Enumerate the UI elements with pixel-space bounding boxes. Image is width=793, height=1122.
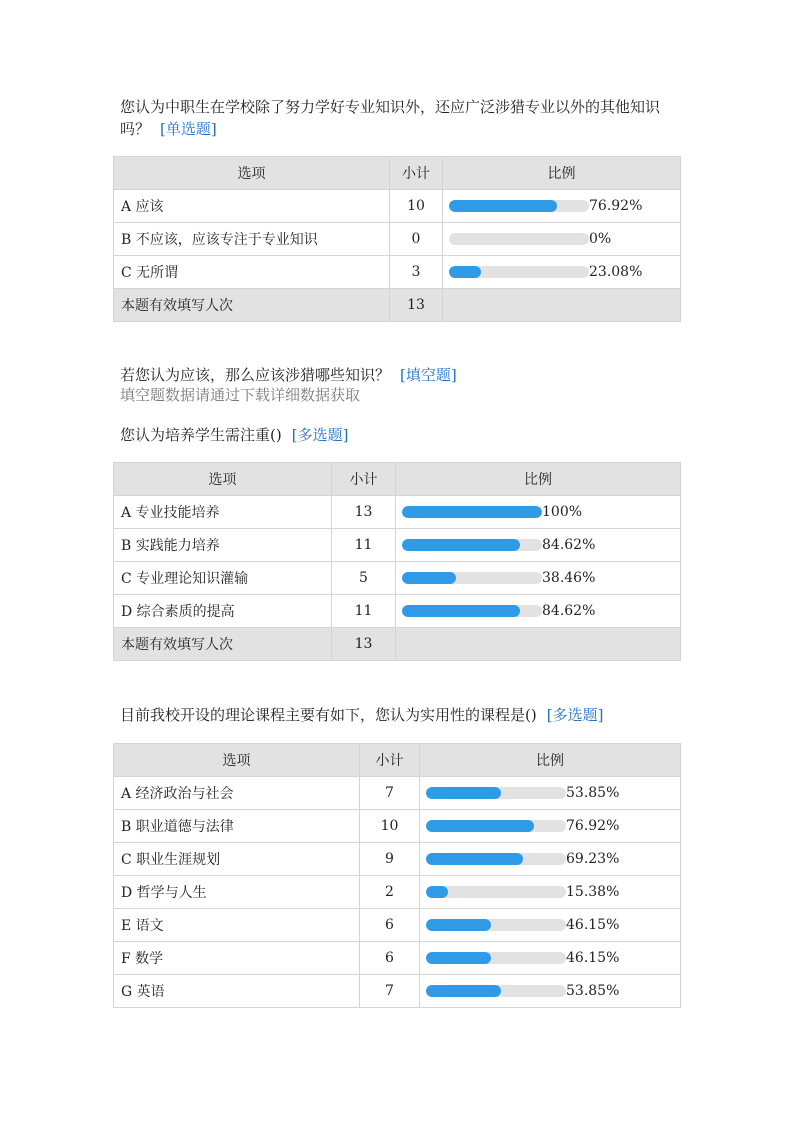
table-row (114, 975, 681, 1008)
percent-label: 0% (589, 231, 612, 247)
ratio-cell (420, 843, 681, 876)
total-row (114, 289, 681, 322)
progress-fill (426, 952, 491, 964)
header-option: 选项 (114, 463, 332, 496)
ratio-cell (443, 223, 681, 256)
option-label: A 专业技能培养 (114, 496, 332, 529)
progress-track (426, 952, 566, 964)
progress-fill (426, 853, 523, 865)
percent-label: 53.85% (566, 785, 620, 801)
percent-label: 69.23% (566, 851, 620, 867)
table-row (114, 876, 681, 909)
header-ratio: 比例 (420, 744, 681, 777)
percent-label: 76.92% (589, 198, 643, 214)
ratio-cell (396, 496, 681, 529)
table-header-row (114, 157, 681, 190)
ratio-bar (443, 231, 680, 247)
ratio-cell (420, 909, 681, 942)
ratio-cell (396, 529, 681, 562)
option-count: 7 (360, 975, 420, 1008)
ratio-bar (396, 537, 680, 553)
table-row (114, 909, 681, 942)
question-2-title (120, 364, 680, 386)
header-option: 选项 (114, 157, 390, 190)
question-2-type: [填空题] (400, 366, 457, 384)
table-row (114, 843, 681, 876)
percent-label: 84.62% (542, 537, 596, 553)
progress-track (426, 820, 566, 832)
progress-track (449, 200, 589, 212)
question-3-text: 您认为培养学生需注重() (120, 426, 282, 444)
option-count: 11 (332, 529, 396, 562)
table-row (114, 810, 681, 843)
option-label: E 语文 (114, 909, 360, 942)
progress-fill (426, 820, 534, 832)
ratio-cell (420, 777, 681, 810)
option-count: 5 (332, 562, 396, 595)
progress-fill (426, 985, 501, 997)
progress-fill (449, 200, 557, 212)
table-header-row (114, 744, 681, 777)
option-count: 6 (360, 909, 420, 942)
percent-label: 84.62% (542, 603, 596, 619)
total-label: 本题有效填写人次 (114, 289, 390, 322)
ratio-bar (420, 851, 680, 867)
question-3-title (120, 424, 680, 446)
header-ratio: 比例 (443, 157, 681, 190)
table-header-row (114, 463, 681, 496)
ratio-bar (396, 570, 680, 586)
progress-track (426, 919, 566, 931)
header-option: 选项 (114, 744, 360, 777)
progress-fill (449, 266, 481, 278)
option-count: 9 (360, 843, 420, 876)
ratio-cell (443, 256, 681, 289)
percent-label: 100% (542, 504, 583, 520)
option-count: 10 (360, 810, 420, 843)
ratio-bar (396, 603, 680, 619)
ratio-bar (420, 983, 680, 999)
percent-label: 46.15% (566, 917, 620, 933)
question-1-type: [单选题] (160, 120, 217, 138)
total-label: 本题有效填写人次 (114, 628, 332, 661)
ratio-bar (420, 917, 680, 933)
ratio-cell (420, 810, 681, 843)
total-count: 13 (332, 628, 396, 661)
progress-track (402, 605, 542, 617)
progress-track (426, 886, 566, 898)
option-label: C 无所谓 (114, 256, 390, 289)
question-1-title (120, 96, 680, 140)
progress-fill (426, 919, 491, 931)
progress-track (426, 853, 566, 865)
question-2-note: 填空题数据请通过下载详细数据获取 (120, 386, 361, 404)
total-row (114, 628, 681, 661)
option-label: D 哲学与人生 (114, 876, 360, 909)
percent-label: 53.85% (566, 983, 620, 999)
table-row (114, 942, 681, 975)
option-label: B 不应该，应该专注于专业知识 (114, 223, 390, 256)
option-count: 2 (360, 876, 420, 909)
progress-track (426, 787, 566, 799)
ratio-bar (396, 504, 680, 520)
percent-label: 46.15% (566, 950, 620, 966)
progress-fill (402, 605, 520, 617)
progress-fill (402, 506, 542, 518)
table-row (114, 223, 681, 256)
question-1-text: 您认为中职生在学校除了努力学好专业知识外，还应广泛涉猎专业以外的其他知识吗？ (120, 98, 661, 138)
ratio-cell (396, 595, 681, 628)
ratio-cell (420, 975, 681, 1008)
header-count: 小计 (332, 463, 396, 496)
progress-track (426, 985, 566, 997)
question-4-text: 目前我校开设的理论课程主要有如下，您认为实用性的课程是() (120, 706, 537, 724)
option-label: A 应该 (114, 190, 390, 223)
option-count: 11 (332, 595, 396, 628)
option-label: B 实践能力培养 (114, 529, 332, 562)
option-label: A 经济政治与社会 (114, 777, 360, 810)
question-2-text: 若您认为应该，那么应该涉猎哪些知识？ (120, 366, 391, 384)
header-ratio: 比例 (396, 463, 681, 496)
table-row (114, 496, 681, 529)
option-label: C 专业理论知识灌输 (114, 562, 332, 595)
percent-label: 76.92% (566, 818, 620, 834)
ratio-cell (420, 942, 681, 975)
option-count: 13 (332, 496, 396, 529)
option-label: G 英语 (114, 975, 360, 1008)
ratio-cell (396, 562, 681, 595)
question-3-type: [多选题] (291, 426, 349, 444)
progress-fill (426, 886, 448, 898)
ratio-bar (443, 198, 680, 214)
option-label: C 职业生涯规划 (114, 843, 360, 876)
percent-label: 23.08% (589, 264, 643, 280)
option-count: 10 (390, 190, 443, 223)
progress-track (402, 539, 542, 551)
question-4-type: [多选题] (546, 706, 604, 724)
progress-track (402, 506, 542, 518)
percent-label: 38.46% (542, 570, 596, 586)
option-count: 3 (390, 256, 443, 289)
option-label: F 数学 (114, 942, 360, 975)
ratio-bar (420, 950, 680, 966)
total-empty-cell (396, 628, 681, 661)
table-row (114, 595, 681, 628)
option-count: 0 (390, 223, 443, 256)
table-row (114, 256, 681, 289)
table-row (114, 777, 681, 810)
question-3-rows (114, 496, 681, 661)
option-count: 6 (360, 942, 420, 975)
progress-fill (402, 572, 456, 584)
table-row (114, 562, 681, 595)
percent-label: 15.38% (566, 884, 620, 900)
ratio-bar (443, 264, 680, 280)
total-empty-cell (443, 289, 681, 322)
header-count: 小计 (390, 157, 443, 190)
option-count: 7 (360, 777, 420, 810)
progress-fill (402, 539, 520, 551)
ratio-cell (443, 190, 681, 223)
option-label: D 综合素质的提高 (114, 595, 332, 628)
question-4-table (113, 743, 681, 1008)
total-count: 13 (390, 289, 443, 322)
question-1-rows (114, 190, 681, 322)
question-4-title (120, 704, 720, 726)
progress-track (402, 572, 542, 584)
question-4-rows (114, 777, 681, 1008)
progress-fill (426, 787, 501, 799)
ratio-bar (420, 884, 680, 900)
question-3-table (113, 462, 681, 661)
option-label: B 职业道德与法律 (114, 810, 360, 843)
ratio-bar (420, 785, 680, 801)
table-row (114, 190, 681, 223)
header-count: 小计 (360, 744, 420, 777)
question-1-table (113, 156, 681, 322)
ratio-cell (420, 876, 681, 909)
progress-track (449, 233, 589, 245)
progress-track (449, 266, 589, 278)
ratio-bar (420, 818, 680, 834)
table-row (114, 529, 681, 562)
